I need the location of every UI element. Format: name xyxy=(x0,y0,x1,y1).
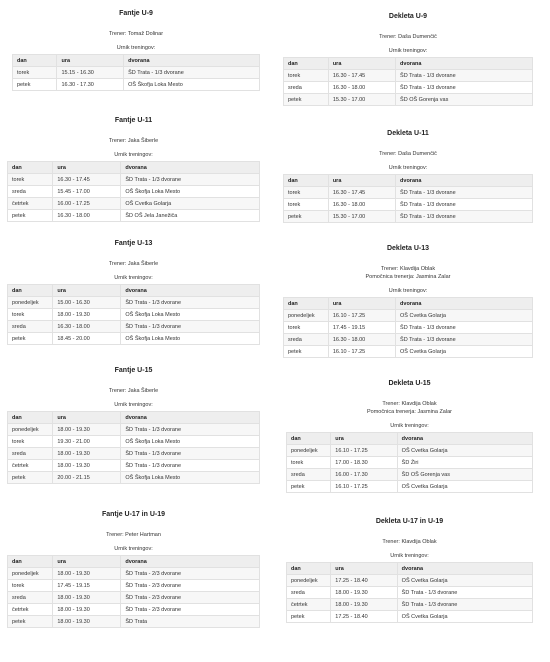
cell-time: 16.30 - 18.00 xyxy=(328,334,395,346)
table-row xyxy=(8,210,260,222)
cell-hall: ŠD Trata - 2/3 dvorane xyxy=(121,592,260,604)
cell-hall: ŠD Trata - 1/3 dvorane xyxy=(396,322,533,334)
cell-time: 17.25 - 18.40 xyxy=(331,611,397,623)
cell-hall: ŠD Trata - 1/3 dvorane xyxy=(397,599,532,611)
cell-hall: ŠD Trata - 1/3 dvorane xyxy=(121,297,260,309)
cell-day: petek xyxy=(284,211,329,223)
table-row xyxy=(8,460,260,472)
table-row xyxy=(8,174,260,186)
schedule-table xyxy=(12,54,260,91)
table-row xyxy=(287,445,533,457)
schedule-table xyxy=(286,432,533,493)
column-header-hall: dvorana xyxy=(121,412,260,424)
cell-day: ponedeljek xyxy=(287,575,331,587)
cell-day: torek xyxy=(8,309,53,321)
column-header-time: ura xyxy=(328,58,395,70)
table-row xyxy=(8,568,260,580)
schedule-table xyxy=(7,284,260,345)
table-row xyxy=(284,346,533,358)
cell-hall: OŠ Cvetka Golarja xyxy=(397,445,532,457)
cell-day: ponedeljek xyxy=(8,297,53,309)
cell-time: 17.00 - 18.30 xyxy=(331,457,397,469)
team-block-fantje-u11 xyxy=(7,117,260,222)
table-row xyxy=(8,436,260,448)
cell-day: sreda xyxy=(8,448,53,460)
cell-day: torek xyxy=(284,199,329,211)
table-header-row xyxy=(8,412,260,424)
column-header-time: ura xyxy=(331,433,397,445)
coach-line: Trener: Daša Dumenčič xyxy=(379,34,437,40)
team-title: Fantje U-17 in U-19 xyxy=(101,511,165,518)
column-header-day: dan xyxy=(8,556,53,568)
coach-line: Trener: Daša Dumenčič xyxy=(379,151,437,157)
table-row xyxy=(8,297,260,309)
cell-day: ponedeljek xyxy=(8,424,53,436)
column-header-time: ura xyxy=(53,285,121,297)
cell-hall: ŠD OŠ Jela Janežiča xyxy=(121,210,260,222)
schedule-table xyxy=(7,161,260,222)
table-header-row xyxy=(284,175,533,187)
cell-day: petek xyxy=(13,79,57,91)
cell-hall: OŠ Cvetka Golarja xyxy=(397,575,532,587)
column-header-hall: dvorana xyxy=(396,298,533,310)
cell-day: petek xyxy=(8,210,53,222)
table-row xyxy=(287,481,533,493)
cell-day: petek xyxy=(287,611,331,623)
coach-line: Trener: Jaka Šiberle xyxy=(108,388,159,394)
cell-day: petek xyxy=(8,472,53,484)
table-row xyxy=(287,469,533,481)
cell-hall: ŠD Trata - 2/3 dvorane xyxy=(121,580,260,592)
cell-hall: ŠD Trata - 1/3 dvorane xyxy=(121,424,260,436)
cell-time: 18.00 - 19.30 xyxy=(53,460,121,472)
table-row xyxy=(8,592,260,604)
coach-line: Trener: Jaka Šiberle xyxy=(108,261,159,267)
cell-day: ponedeljek xyxy=(284,310,329,322)
schedule-label: Urnik treningov: xyxy=(390,553,429,559)
table-row xyxy=(8,186,260,198)
column-header-hall: dvorana xyxy=(121,556,260,568)
team-block-dekleta-u15 xyxy=(286,380,533,493)
cell-day: sreda xyxy=(284,82,329,94)
coach-line: Trener: Peter Hartman xyxy=(106,532,161,538)
cell-time: 20.00 - 21.15 xyxy=(53,472,121,484)
table-row xyxy=(287,599,533,611)
table-row xyxy=(8,321,260,333)
column-header-day: dan xyxy=(13,55,57,67)
schedule-label: Urnik treningov: xyxy=(114,546,153,552)
cell-day: sreda xyxy=(287,587,331,599)
team-title: Dekleta U-15 xyxy=(388,380,431,387)
cell-day: ponedeljek xyxy=(8,568,53,580)
column-header-hall: dvorana xyxy=(396,58,533,70)
cell-time: 16.10 - 17.25 xyxy=(331,445,397,457)
table-header-row xyxy=(13,55,260,67)
table-header-row xyxy=(284,298,533,310)
table-row xyxy=(284,82,533,94)
column-header-time: ura xyxy=(331,563,397,575)
team-block-fantje-u9 xyxy=(12,10,260,91)
column-header-day: dan xyxy=(284,58,329,70)
schedule-label: Urnik treningov: xyxy=(114,402,153,408)
cell-time: 16.10 - 17.25 xyxy=(331,481,397,493)
column-header-day: dan xyxy=(284,175,329,187)
cell-time: 18.00 - 19.30 xyxy=(53,592,121,604)
cell-hall: ŠD Trata - 1/3 dvorane xyxy=(121,174,260,186)
table-row xyxy=(8,472,260,484)
team-title: Fantje U-13 xyxy=(114,240,153,247)
column-header-day: dan xyxy=(284,298,329,310)
cell-time: 16.30 - 18.00 xyxy=(328,82,395,94)
table-row xyxy=(8,616,260,628)
team-block-fantje-u17-u19 xyxy=(7,511,260,628)
cell-hall: ŠD Trata - 1/3 dvorane xyxy=(397,587,532,599)
cell-time: 15.15 - 16.30 xyxy=(57,67,124,79)
cell-day: torek xyxy=(284,322,329,334)
cell-day: sreda xyxy=(287,469,331,481)
cell-hall: ŠD Žiri xyxy=(397,457,532,469)
cell-time: 18.00 - 19.30 xyxy=(53,424,121,436)
team-block-fantje-u13 xyxy=(7,240,260,345)
column-header-time: ura xyxy=(328,298,395,310)
schedule-label: Urnik treningov: xyxy=(388,48,428,54)
table-header-row xyxy=(8,162,260,174)
team-block-dekleta-u17-u19 xyxy=(286,518,533,623)
cell-time: 16.30 - 18.00 xyxy=(53,210,121,222)
table-row xyxy=(284,94,533,106)
cell-hall: OŠ Škofja Loka Mesto xyxy=(121,436,260,448)
cell-hall: OŠ Cvetka Golarja xyxy=(397,611,532,623)
column-header-day: dan xyxy=(8,285,53,297)
cell-time: 18.00 - 19.30 xyxy=(331,599,397,611)
table-row xyxy=(287,457,533,469)
cell-time: 17.45 - 19.15 xyxy=(328,322,395,334)
column-header-hall: dvorana xyxy=(396,175,533,187)
cell-day: četrtek xyxy=(8,198,53,210)
coach-line: Trener: Klavdija Oblak xyxy=(380,266,436,272)
cell-hall: ŠD Trata xyxy=(121,616,260,628)
cell-hall: ŠD Trata - 1/3 dvorane xyxy=(396,70,533,82)
cell-day: torek xyxy=(13,67,57,79)
schedule-table xyxy=(283,174,533,223)
team-title: Dekleta U-17 in U-19 xyxy=(375,518,444,525)
cell-time: 18.45 - 20.00 xyxy=(53,333,121,345)
cell-hall: OŠ Škofja Loka Mesto xyxy=(124,79,260,91)
cell-day: sreda xyxy=(8,186,53,198)
assistant-coach-line: Pomočnica trenerja: Jasmina Zalar xyxy=(367,409,452,415)
cell-day: torek xyxy=(8,436,53,448)
table-row xyxy=(284,211,533,223)
team-title: Dekleta U-11 xyxy=(387,130,429,137)
table-row xyxy=(8,604,260,616)
column-header-hall: dvorana xyxy=(121,285,260,297)
column-header-hall: dvorana xyxy=(124,55,260,67)
cell-hall: ŠD Trata - 1/3 dvorane xyxy=(121,321,260,333)
column-header-day: dan xyxy=(8,412,53,424)
cell-time: 15.45 - 17.00 xyxy=(53,186,121,198)
table-row xyxy=(8,448,260,460)
cell-hall: ŠD Trata - 1/3 dvorane xyxy=(396,199,533,211)
cell-day: petek xyxy=(8,333,53,345)
schedule-table xyxy=(7,411,260,484)
cell-time: 18.00 - 19.30 xyxy=(53,616,121,628)
team-block-dekleta-u11 xyxy=(283,130,533,223)
table-row xyxy=(287,575,533,587)
cell-day: torek xyxy=(8,174,53,186)
column-header-time: ura xyxy=(57,55,124,67)
cell-day: torek xyxy=(8,580,53,592)
cell-hall: OŠ Škofja Loka Mesto xyxy=(121,333,260,345)
cell-time: 16.30 - 17.45 xyxy=(53,174,121,186)
table-row xyxy=(8,198,260,210)
table-header-row xyxy=(287,433,533,445)
column-header-day: dan xyxy=(287,433,331,445)
cell-time: 16.30 - 17.30 xyxy=(57,79,124,91)
cell-day: sreda xyxy=(8,321,53,333)
column-header-time: ura xyxy=(53,412,121,424)
cell-day: torek xyxy=(284,187,329,199)
cell-time: 19.30 - 21.00 xyxy=(53,436,121,448)
table-row xyxy=(284,70,533,82)
cell-hall: OŠ Cvetka Golarja xyxy=(121,198,260,210)
cell-time: 18.00 - 19.30 xyxy=(53,568,121,580)
team-title: Fantje U-9 xyxy=(119,10,153,17)
column-header-time: ura xyxy=(53,556,121,568)
coach-line: Trener: Klavdija Oblak xyxy=(382,539,437,545)
cell-day: petek xyxy=(284,346,329,358)
table-row xyxy=(287,587,533,599)
cell-day: petek xyxy=(287,481,331,493)
cell-hall: OŠ Škofja Loka Mesto xyxy=(121,309,260,321)
cell-time: 15.30 - 17.00 xyxy=(328,94,395,106)
cell-hall: OŠ Škofja Loka Mesto xyxy=(121,186,260,198)
cell-day: četrtek xyxy=(287,599,331,611)
table-row xyxy=(284,334,533,346)
cell-hall: ŠD Trata - 1/3 dvorane xyxy=(396,187,533,199)
cell-day: četrtek xyxy=(8,460,53,472)
team-title: Dekleta U-13 xyxy=(386,245,430,252)
cell-hall: ŠD Trata - 1/3 dvorane xyxy=(121,448,260,460)
team-block-dekleta-u9 xyxy=(283,13,533,106)
column-header-time: ura xyxy=(53,162,121,174)
cell-time: 16.00 - 17.25 xyxy=(53,198,121,210)
schedule-label: Urnik treningov: xyxy=(116,45,156,51)
cell-time: 15.30 - 17.00 xyxy=(328,211,395,223)
schedule-label: Urnik treningov: xyxy=(390,423,429,429)
cell-hall: OŠ Cvetka Golarja xyxy=(396,310,533,322)
cell-time: 16.00 - 17.30 xyxy=(331,469,397,481)
schedule-label: Urnik treningov: xyxy=(114,152,153,158)
cell-time: 15.00 - 16.30 xyxy=(53,297,121,309)
cell-day: sreda xyxy=(8,592,53,604)
schedule-table xyxy=(286,562,533,623)
cell-hall: OŠ Škofja Loka Mesto xyxy=(121,472,260,484)
table-row xyxy=(284,199,533,211)
cell-hall: ŠD OŠ Gorenja vas xyxy=(397,469,532,481)
column-header-day: dan xyxy=(8,162,53,174)
team-title: Dekleta U-9 xyxy=(388,13,428,20)
coach-line: Trener: Jaka Šiberle xyxy=(108,138,159,144)
cell-time: 18.00 - 19.30 xyxy=(53,448,121,460)
cell-time: 18.00 - 19.30 xyxy=(53,604,121,616)
schedule-label: Urnik treningov: xyxy=(388,165,428,171)
cell-hall: ŠD OŠ Gorenja vas xyxy=(396,94,533,106)
cell-hall: ŠD Trata - 1/3 dvorane xyxy=(396,334,533,346)
table-row xyxy=(13,67,260,79)
assistant-coach-line: Pomočnica trenerja: Jasmina Zalar xyxy=(365,274,451,280)
cell-hall: ŠD Trata - 1/3 dvorane xyxy=(396,211,533,223)
team-block-dekleta-u13 xyxy=(283,245,533,358)
coach-line: Trener: Tomaž Dolinar xyxy=(108,31,164,37)
table-row xyxy=(8,333,260,345)
cell-time: 16.10 - 17.25 xyxy=(328,346,395,358)
table-header-row xyxy=(287,563,533,575)
cell-hall: ŠD Trata - 2/3 dvorane xyxy=(121,604,260,616)
table-row xyxy=(284,187,533,199)
cell-time: 18.00 - 19.30 xyxy=(53,309,121,321)
column-header-hall: dvorana xyxy=(397,563,532,575)
schedule-label: Urnik treningov: xyxy=(388,288,428,294)
column-header-day: dan xyxy=(287,563,331,575)
team-title: Fantje U-11 xyxy=(114,117,153,124)
column-header-hall: dvorana xyxy=(397,433,532,445)
cell-hall: ŠD Trata - 1/3 dvorane xyxy=(396,82,533,94)
table-header-row xyxy=(8,556,260,568)
cell-hall: ŠD Trata - 1/3 dvorane xyxy=(121,460,260,472)
coach-line: Trener: Klavdija Oblak xyxy=(382,401,437,407)
table-row xyxy=(13,79,260,91)
cell-day: torek xyxy=(284,70,329,82)
cell-time: 17.45 - 19.15 xyxy=(53,580,121,592)
table-row xyxy=(8,424,260,436)
cell-hall: ŠD Trata - 1/3 dvorane xyxy=(124,67,260,79)
cell-day: torek xyxy=(287,457,331,469)
column-header-hall: dvorana xyxy=(121,162,260,174)
table-header-row xyxy=(8,285,260,297)
schedule-label: Urnik treningov: xyxy=(114,275,153,281)
cell-day: petek xyxy=(8,616,53,628)
cell-time: 16.30 - 17.45 xyxy=(328,187,395,199)
table-header-row xyxy=(284,58,533,70)
cell-day: ponedeljek xyxy=(287,445,331,457)
cell-hall: OŠ Cvetka Golarja xyxy=(396,346,533,358)
cell-day: petek xyxy=(284,94,329,106)
table-row xyxy=(8,580,260,592)
cell-time: 16.10 - 17.25 xyxy=(328,310,395,322)
cell-time: 17.25 - 18.40 xyxy=(331,575,397,587)
cell-hall: OŠ Cvetka Golarja xyxy=(397,481,532,493)
cell-time: 16.30 - 18.00 xyxy=(328,199,395,211)
table-row xyxy=(8,309,260,321)
team-title: Fantje U-15 xyxy=(114,367,153,374)
cell-time: 16.30 - 18.00 xyxy=(53,321,121,333)
team-block-fantje-u15 xyxy=(7,367,260,484)
cell-hall: ŠD Trata - 2/3 dvorane xyxy=(121,568,260,580)
cell-day: četrtek xyxy=(8,604,53,616)
schedule-table xyxy=(283,57,533,106)
table-row xyxy=(284,310,533,322)
table-row xyxy=(284,322,533,334)
cell-time: 18.00 - 19.30 xyxy=(331,587,397,599)
schedule-table xyxy=(7,555,260,628)
table-row xyxy=(287,611,533,623)
column-header-time: ura xyxy=(328,175,395,187)
cell-day: sreda xyxy=(284,334,329,346)
cell-time: 16.30 - 17.45 xyxy=(328,70,395,82)
schedule-table xyxy=(283,297,533,358)
